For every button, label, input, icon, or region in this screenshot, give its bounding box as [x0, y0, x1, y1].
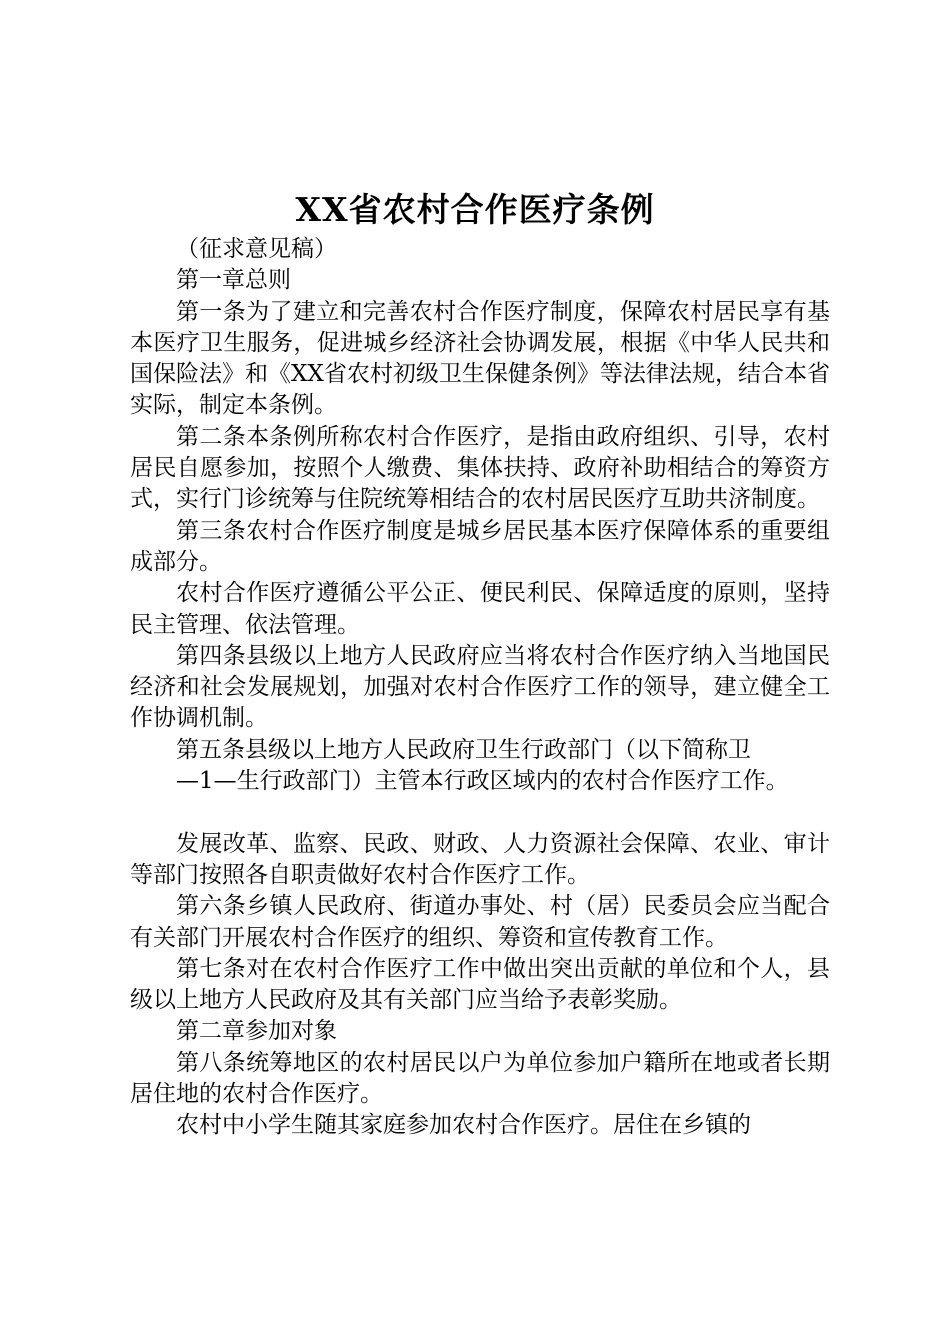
article-5: 第五条县级以上地方人民政府卫生行政部门（以下简称卫 [176, 736, 751, 763]
document-title: XX省农村合作医疗条例 [295, 190, 655, 229]
chapter-heading-1: 第一章总则 [176, 267, 291, 294]
article-8-paragraph-2: 农村中小学生随其家庭参加农村合作医疗。居住在乡镇的 [176, 1112, 751, 1139]
document-subtitle: （征求意见稿） [176, 236, 337, 262]
article-1: 第一条为了建立和完善农村合作医疗制度，保障农村居民享有基本医疗卫生服务，促进城乡经济社会协调发展，根据《中华人民共和国保险法》和《XX省农村初级卫生保健条例》等法律法规，结合本省实际，制定本条例。 [130, 298, 830, 419]
article-8: 第八条统筹地区的农村居民以户为单位参加户籍所在地或者长期居住地的农村合作医疗。 [130, 1049, 830, 1108]
page-break-gap [130, 797, 830, 828]
article-4: 第四条县级以上地方人民政府应当将农村合作医疗纳入当地国民经济和社会发展规划，加强对农村合作医疗工作的领导，建立健全工作协调机制。 [130, 642, 830, 732]
article-5-paragraph-2: 发展改革、监察、民政、财政、人力资源社会保障、农业、审计等部门按照各自职责做好农村合作医疗工作。 [130, 830, 830, 888]
article-3: 第三条农村合作医疗制度是城乡居民基本医疗保障体系的重要组成部分。 [130, 517, 830, 575]
page-number-footer: —1—生行政部门）主管本行政区域内的农村合作医疗工作。 [176, 768, 789, 795]
article-7: 第七条对在农村合作医疗工作中做出突出贡献的单位和个人，县级以上地方人民政府及其有关部门应当给予表彰奖励。 [130, 955, 830, 1014]
article-3-paragraph-2: 农村合作医疗遵循公平公正、便民利民、保障适度的原则，坚持民主管理、依法管理。 [130, 580, 830, 638]
chapter-heading-2: 第二章参加对象 [176, 1018, 337, 1045]
article-6: 第六条乡镇人民政府、街道办事处、村（居）民委员会应当配合有关部门开展农村合作医疗的组织、筹资和宣传教育工作。 [130, 893, 830, 951]
article-2: 第二条本条例所称农村合作医疗，是指由政府组织、引导，农村居民自愿参加，按照个人缴费、集体扶持、政府补助相结合的筹资方式，实行门诊统筹与住院统筹相结合的农村居民医疗互助共济制度。 [130, 423, 830, 513]
document-body [130, 234, 830, 1142]
